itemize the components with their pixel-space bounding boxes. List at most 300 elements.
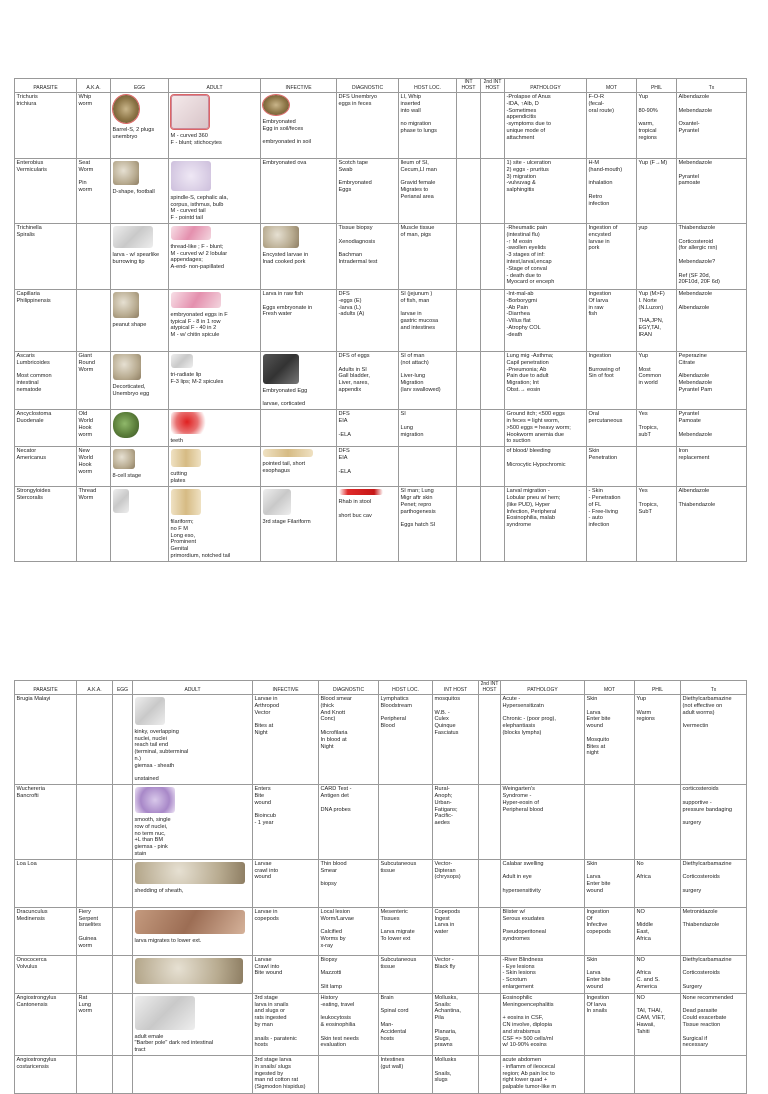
table-2-cell: [113, 907, 133, 955]
specimen-photo: [263, 226, 299, 248]
table-1-cell: [587, 487, 637, 562]
table-1-cell: [457, 93, 481, 159]
cell-text: 3rd stage larva in snails and slugs or rats ingested by man snails - paratenic hosts: [254, 994, 297, 1049]
cell-text: CARD Test - Antigen det DNA probes: [320, 786, 352, 813]
table-2-cell: [15, 993, 77, 1055]
cell-text: Subcutaneous tissue: [380, 860, 417, 874]
table-1-cell: [15, 410, 77, 447]
table-2-cell: [319, 695, 379, 785]
cell-text: kinky, overlapping nuclei, nuclei reach tail end (terminal, subterminal n.) giemsa - sheath unstained: [134, 728, 189, 783]
cell-text: Larvae in copepods: [254, 908, 279, 922]
table-2-cell: [15, 955, 77, 993]
cell-text: Barrel-S, 2 plugs unembryo: [112, 126, 155, 140]
table-2-cell: [77, 695, 113, 785]
cell-text: Necator Americanus: [16, 448, 47, 461]
table-1-cell: [15, 223, 77, 289]
cell-text: thread-like ; F - blunt; M - curved w/ 2 lobular appendages; A-end- non-papillated: [170, 243, 228, 271]
col-header-host-loc: HOST LOC.: [399, 79, 457, 93]
col-header-adult: ADULT: [169, 79, 261, 93]
col-header-pathology: PATHOLOGY: [501, 681, 585, 695]
table-2-cell: [379, 993, 433, 1055]
table-2-cell: [379, 785, 433, 860]
cell-text: Ingestion of encysted larvae in pork: [588, 224, 618, 252]
cell-text: larva - w/ spearlike burrowing tip: [112, 251, 160, 265]
table-2-cell: [379, 695, 433, 785]
cell-text: Yup Most Common in world: [638, 352, 662, 387]
table-2-cell: [319, 907, 379, 955]
table-1-cell: [261, 487, 337, 562]
table-2-cell: [501, 993, 585, 1055]
specimen-photo: [135, 697, 165, 725]
table-2-cell: [585, 1055, 635, 1093]
table-1-cell: [637, 487, 677, 562]
cell-text: NO Middle East, Africa: [636, 908, 653, 942]
table-1-cell: [169, 487, 261, 562]
table-1-cell: [637, 447, 677, 487]
table-2-cell: [681, 907, 747, 955]
table-row: [15, 1055, 747, 1093]
cell-text: Angiostrongylus Cantonensis: [16, 994, 57, 1008]
table-1-cell: [481, 289, 505, 351]
cell-text: 3rd stage larva in snails/ slugs ingested by man nd cotton rat (Sigmodon hispidus): [254, 1056, 306, 1091]
table-1-cell: [261, 93, 337, 159]
cell-text: pointed tail, short esophagus: [262, 460, 306, 474]
cell-text: Embryonated ova: [262, 160, 307, 166]
table-1-cell: [457, 223, 481, 289]
table-2-cell: [635, 695, 681, 785]
table-1-cell: [481, 351, 505, 409]
table-2-cell: [479, 785, 501, 860]
table-1-cell: [111, 289, 169, 351]
table-2-cell: [635, 1055, 681, 1093]
cell-text: Ascaris Lumbricoides Most common intestinal nematode: [16, 352, 52, 393]
cell-text: teeth: [170, 437, 183, 444]
table-row: [15, 351, 747, 409]
table-row: [15, 410, 747, 447]
table-1-cell: [481, 93, 505, 159]
table-2-cell: [379, 907, 433, 955]
table-2-cell: [15, 907, 77, 955]
col-header-infective: INFECTIVE: [253, 681, 319, 695]
table-2-cell: [77, 955, 113, 993]
cell-text: Onococerca Volvulus: [16, 956, 47, 970]
table-2-cell: [585, 785, 635, 860]
table-1-cell: [637, 93, 677, 159]
table-2-cell: [681, 1055, 747, 1093]
col-header-egg: EGG: [111, 79, 169, 93]
specimen-photo: [113, 226, 153, 248]
cell-text: Scotch tape Swab Embryonated Eggs: [338, 160, 372, 194]
col-header-diagnostic: DIAGNOSTIC: [337, 79, 399, 93]
specimen-photo: [171, 412, 211, 434]
table-1-header-row: [15, 79, 747, 93]
cell-text: Diethylcarbamazine (not effective on adult worms) Ivermectin: [682, 696, 732, 730]
cell-text: Albendazole Mebendazole Oxantel- Pyrantel: [678, 94, 713, 134]
cell-text: SI man; Lung Migr aftr skin Penet; repro parthogenesis Eggs hatch SI: [400, 488, 436, 529]
cell-text: Skin Larva Enter bite wound: [586, 860, 611, 894]
table-2-cell: [319, 859, 379, 907]
table-2-cell: [433, 859, 479, 907]
specimen-photo: [113, 292, 139, 318]
col-header-egg: EGG: [113, 681, 133, 695]
cell-text: -Int-mal-ab -Borborygmi -Ab Pain -Diarrhea -Villus flat -Atrophy COL -death: [506, 290, 541, 338]
table-1-cell: [457, 351, 481, 409]
cell-text: Trichuris trichiura: [16, 94, 38, 107]
table-1-cell: [169, 223, 261, 289]
table-1-cell: [15, 93, 77, 159]
table-1-cell: [399, 159, 457, 224]
table-1-cell: [677, 351, 747, 409]
table-1-cell: [399, 93, 457, 159]
table-1-cell: [337, 289, 399, 351]
table-1-cell: [77, 487, 111, 562]
table-1-cell: [587, 410, 637, 447]
cell-text: DFS EIA -ELA: [338, 448, 351, 475]
table-1-cell: [111, 93, 169, 159]
table-2-cell: [319, 955, 379, 993]
cell-text: Capillaria Philippinensis: [16, 290, 51, 304]
cell-text: Larvae in Arthropod Vector Bites at Night: [254, 696, 280, 736]
cell-text: Ground itch; <500 eggs in feces = light worm, >500 eggs = heavy worm; Hookworm anemia due to suction: [506, 411, 571, 445]
col-header-mot: MOT: [585, 681, 635, 695]
table-1-cell: [481, 223, 505, 289]
cell-text: History -eating, travel leukocytosis & eosinophilia Skin test needs evaluation: [320, 994, 359, 1049]
table-2-cell: [77, 859, 113, 907]
table-2-cell: [681, 859, 747, 907]
table-1-cell: [15, 351, 77, 409]
cell-text: Wuchereria Bancrofti: [16, 786, 45, 799]
table-1-cell: [505, 410, 587, 447]
table-1-cell: [587, 351, 637, 409]
table-1-cell: [505, 487, 587, 562]
cell-text: LI, Whip inserted into wall no migration phase to lungs: [400, 94, 437, 134]
table-2-cell: [113, 955, 133, 993]
table-2-cell: [15, 695, 77, 785]
cell-text: Ingestion Of larva In snails: [586, 994, 610, 1015]
table-2-cell: [681, 785, 747, 860]
cell-text: Lymphatics Bloodstream Peripheral Blood: [380, 696, 412, 730]
specimen-photo: [135, 996, 195, 1030]
cell-text: Yup (M>F) I. Norte (N.Luzon) THA,JPN, EGY,TAI, IRAN: [638, 290, 665, 338]
table-1-cell: [587, 223, 637, 289]
cell-text: Ileum of SI, Cecum,LI man Gravid female Migrates to Perianal area: [400, 160, 437, 200]
table-2-cell: [479, 695, 501, 785]
table-2-cell: [585, 993, 635, 1055]
cell-text: -Prolapse of Anus -IDA, ↑Alb, D -Sometimes appendicitis -symptoms due to unique mode of attachment: [506, 94, 551, 141]
table-2-cell: [433, 695, 479, 785]
table-1-cell: [337, 223, 399, 289]
col-header-aka: A.K.A.: [77, 79, 111, 93]
specimen-photo: [113, 449, 135, 469]
cell-text: Vector- Dipteran (chrysops): [434, 860, 461, 881]
cell-text: Skin Penetration: [588, 448, 618, 461]
col-header-infective: INFECTIVE: [261, 79, 337, 93]
table-2-cell: [113, 785, 133, 860]
specimen-photo: [171, 449, 201, 467]
table-1-cell: [637, 410, 677, 447]
table-1-cell: [457, 487, 481, 562]
cell-text: Acute - Hypersensitizatn Chronic - (poor prog), elephantiasis (blocks lymphs): [502, 696, 556, 736]
table-1-cell: [111, 351, 169, 409]
cell-text: Blood smear (thick And Knott Conc) Microfilaria In blood at Night: [320, 696, 352, 750]
cell-text: 1) site - ulceration 2) eggs - pruritus 3) migration -vulvuvag & salphingitis: [506, 160, 551, 194]
cell-text: SI of man (not attach) Liver-lung Migration (larv swallowed): [400, 352, 441, 393]
cell-text: Enters Bite wound Bioincub - 1 year: [254, 786, 276, 827]
table-1-cell: [169, 410, 261, 447]
cell-text: spindle-S, cephalic ala, corpus, isthmus, bulb M - curved tail F - pointd tail: [170, 194, 229, 222]
table-1-cell: [77, 410, 111, 447]
cell-text: Ingestion Of Infective copepods: [586, 908, 611, 936]
specimen-photo: [263, 354, 299, 384]
table-1-cell: [505, 93, 587, 159]
table-2-cell: [319, 785, 379, 860]
cell-text: M - curved 360 F - blunt; stichocytes: [170, 132, 222, 146]
cell-text: Thiabendazole Corticosteroid (for allergic rxn) Mebendazole? Ref (SF 20d, 20F10d, 20F 6d): [678, 224, 720, 286]
table-row: [15, 859, 747, 907]
table-1-cell: [399, 487, 457, 562]
cell-text: peanut shape: [112, 321, 147, 328]
table-2-cell: [585, 955, 635, 993]
cell-text: Peperazine Citrate Albendazole Mebendazole Pyrantel Pam: [678, 352, 713, 393]
specimen-photo: [135, 787, 175, 813]
cell-text: Eosinophilic Meningoencephalitis + eosins in CSF, CN involve, diplopia and strabismus CSF => 500 cells/ml w/ 10-90% eosins: [502, 994, 554, 1049]
table-1-cell: [457, 289, 481, 351]
cell-text: Larval migration - Lobular pneu w/ hem; (like PUD), Hyper Infection, Peripheral Eosinophilia, malab syndrome: [506, 488, 561, 529]
table-2-cell: [635, 955, 681, 993]
cell-text: mosquitos W.B. - Culex Quinque Fasciatus: [434, 696, 460, 736]
cell-text: shedding of sheath,: [134, 887, 184, 894]
table-1-cell: [261, 159, 337, 224]
table-2-cell: [433, 993, 479, 1055]
table-2-cell: [77, 907, 113, 955]
cell-text: Iron replacement: [678, 448, 710, 461]
specimen-photo: [171, 161, 211, 191]
table-1-cell: [505, 351, 587, 409]
col-header-mot: MOT: [587, 79, 637, 93]
cell-text: Mebendazole Pyrantel pamoate: [678, 160, 713, 187]
table-1-cell: [399, 410, 457, 447]
table-row: [15, 955, 747, 993]
cell-text: Embryonated Egg in soil/feces embryonated in soil: [262, 118, 312, 146]
table-1-cell: [587, 289, 637, 351]
table-1-cell: [677, 223, 747, 289]
cell-text: Rhab in stool short buc cav: [338, 498, 372, 519]
table-1-cell: [399, 223, 457, 289]
table-1-cell: [481, 159, 505, 224]
table-2-cell: [479, 993, 501, 1055]
specimen-photo: [135, 862, 245, 884]
cell-text: smooth, single row of nuclei, no term nuc, +L than BM giemsa - pink stain: [134, 816, 171, 857]
cell-text: Skin Larva Enter bite wound Mosquito Bites at night: [586, 696, 611, 757]
table-2-cell: [501, 1055, 585, 1093]
parasite-table-2: [14, 680, 747, 1094]
table-2-cell: [133, 785, 253, 860]
specimen-photo: [135, 958, 243, 984]
cell-text: SI Lung migration: [400, 411, 424, 438]
table-2-cell: [635, 859, 681, 907]
table-1-cell: [15, 447, 77, 487]
table-row: [15, 993, 747, 1055]
table-row: [15, 907, 747, 955]
cell-text: Vector - Black fly: [434, 956, 456, 970]
table-1-cell: [677, 289, 747, 351]
table-1-cell: [399, 289, 457, 351]
specimen-photo: [135, 910, 245, 934]
cell-text: Blister w/ Serous exudates Pseudoperitoneal syndromes: [502, 908, 547, 942]
col-header-2nd-int-host: 2nd INT HOST: [481, 79, 505, 93]
cell-text: 8-cell stage: [112, 472, 142, 479]
col-header-adult: ADULT: [133, 681, 253, 695]
table-2-cell: [433, 955, 479, 993]
table-row: [15, 447, 747, 487]
col-header-int-host: INT HOST: [457, 79, 481, 93]
table-1-cell: [77, 93, 111, 159]
table-1-cell: [637, 351, 677, 409]
cell-text: - Skin - Penetration of FL - Free-living - auto infection: [588, 488, 621, 529]
specimen-photo: [263, 449, 313, 457]
table-1-cell: [457, 159, 481, 224]
cell-text: NO TAI, THAI, CAM, VIET, Hawaii, Tahiti: [636, 994, 666, 1035]
cell-text: Yup (F→M): [638, 160, 668, 166]
cell-text: No Africa: [636, 860, 651, 881]
table-2-cell: [379, 1055, 433, 1093]
cell-text: Yes Tropics, SubT: [638, 488, 659, 515]
cell-text: embryonated eggs in F typical F - 8 in 1 row atypical F - 40 in 2 M - w/ chitin spicule: [170, 311, 228, 339]
table-1-cell: [481, 447, 505, 487]
table-1-cell: [457, 410, 481, 447]
cell-text: Metronidazole Thiabendazole: [682, 908, 720, 929]
cell-text: Pyrantel Pamoate Mebendazole: [678, 411, 713, 438]
table-2-cell: [501, 955, 585, 993]
parasite-table-1: [14, 78, 747, 562]
cell-text: acute abdomen - inflamm of ileocecal region; Ab pain loc to right lower quad + palpable tumor-like m: [502, 1056, 556, 1091]
table-1-cell: [261, 223, 337, 289]
table-1-cell: [337, 410, 399, 447]
col-header-2nd-int-host: 2nd INT HOST: [479, 681, 501, 695]
table-2-cell: [635, 993, 681, 1055]
cell-text: Brain Spinal cord Man- Accidental hosts: [380, 994, 409, 1042]
table-1-cell: [337, 93, 399, 159]
table-1-cell: [111, 447, 169, 487]
cell-text: Larva in raw fish Eggs embryonate in Fresh water: [262, 290, 313, 318]
table-2-cell: [133, 955, 253, 993]
table-2-cell: [253, 907, 319, 955]
specimen-photo: [113, 412, 139, 438]
cell-text: Thin blood Smear biopsy: [320, 860, 347, 888]
cell-text: Mollusks, Snails: Achantina, Pila Planaria, Slugs, prawns: [434, 994, 461, 1049]
table-1-cell: [169, 159, 261, 224]
table-1-cell: [261, 351, 337, 409]
cell-text: Diethylcarbamazine Corticosteroids surgery: [682, 860, 732, 894]
table-1-cell: [505, 447, 587, 487]
cell-text: Enterobius Vermicularis: [16, 160, 47, 173]
table-1-cell: [169, 351, 261, 409]
table-2-cell: [113, 993, 133, 1055]
cell-text: 3rd stage Filariform: [262, 518, 311, 525]
table-1-cell: [505, 159, 587, 224]
table-row: [15, 93, 747, 159]
table-2-cell: [15, 859, 77, 907]
table-1-cell: [677, 487, 747, 562]
cell-text: Old World Hook worm: [78, 411, 94, 438]
cell-text: cutting plates: [170, 470, 187, 484]
table-1-cell: [337, 351, 399, 409]
cell-text: -Rheumatic pain (intestinal flu) -↑ M eosin -swollen eyelids -3 stages of inf: intest,larval,encap -Stage of conval - death due to Myocard or enceph: [506, 224, 555, 286]
cell-text: Embryonated Egg larvae, corticated: [262, 387, 308, 408]
col-header-parasite: PARASITE: [15, 79, 77, 93]
table-1-cell: [261, 447, 337, 487]
table-2-cell: [433, 907, 479, 955]
cell-text: Mebendazole Albendazole: [678, 290, 713, 311]
cell-text: Ingestion Of larva in raw fish: [588, 290, 612, 318]
table-1-cell: [169, 447, 261, 487]
table-2-cell: [77, 993, 113, 1055]
table-1-cell: [111, 487, 169, 562]
table-2-cell: [479, 859, 501, 907]
table-1-cell: [505, 223, 587, 289]
specimen-photo: [113, 95, 139, 123]
col-header-phil: PHIL: [637, 79, 677, 93]
cell-text: Tissue biopsy Xenodiagnosis Bachman Intradermal test: [338, 224, 378, 265]
cell-text: Giant Round Worm: [78, 352, 95, 373]
table-1-cell: [587, 93, 637, 159]
table-2-cell: [501, 695, 585, 785]
cell-text: filariform; no F M Long eso, Prominent Genital primordium, notched tail: [170, 518, 231, 559]
table-2-cell: [113, 1055, 133, 1093]
table-1-cell: [169, 93, 261, 159]
cell-text: SI (jejunum ) of fish, man larvae in gastric mucosa and intestines: [400, 290, 439, 331]
table-2-cell: [253, 785, 319, 860]
table-2-cell: [479, 907, 501, 955]
cell-text: DFS Unembryo eggs in feces: [338, 94, 378, 107]
cell-text: Oral percutaneous: [588, 411, 623, 424]
col-header-parasite: PARASITE: [15, 681, 77, 695]
col-header-aka: A.K.A.: [77, 681, 113, 695]
specimen-photo: [263, 489, 291, 515]
cell-text: yup: [638, 224, 648, 231]
table-2-cell: [681, 695, 747, 785]
table-1-cell: [457, 447, 481, 487]
table-2-cell: [113, 695, 133, 785]
table-1-cell: [261, 410, 337, 447]
cell-text: Larvae crawl into wound: [254, 860, 279, 881]
cell-text: D-shape, football: [112, 188, 155, 195]
table-2-cell: [635, 907, 681, 955]
cell-text: Biopsy Mazzotti Slit lamp: [320, 956, 342, 990]
col-header-tx: Tx: [677, 79, 747, 93]
cell-text: Yes Tropics, subT: [638, 411, 659, 438]
table-row: [15, 785, 747, 860]
table-1-cell: [111, 159, 169, 224]
cell-text: Local lesion Worm/Larvae Calcified Worms by x-ray: [320, 908, 354, 949]
col-header-tx: Tx: [681, 681, 747, 695]
cell-text: DFS EIA -ELA: [338, 411, 351, 438]
table-2-cell: [113, 859, 133, 907]
table-row: [15, 487, 747, 562]
table-1-cell: [677, 447, 747, 487]
cell-text: Rural- Anoph; Urban- Fatigans; Pacific- aedes: [434, 786, 458, 827]
table-1-cell: [399, 447, 457, 487]
table-2-cell: [681, 993, 747, 1055]
table-2-cell: [77, 1055, 113, 1093]
cell-text: Fiery Serpent Israelites Guinea worm: [78, 908, 101, 949]
cell-text: F-O-R (fecal- oral route): [588, 94, 614, 114]
table-1-cell: [677, 93, 747, 159]
table-1-cell: [77, 447, 111, 487]
specimen-photo: [171, 489, 201, 515]
table-1-cell: [15, 289, 77, 351]
cell-text: larva migrates to lower ext.: [134, 937, 202, 944]
